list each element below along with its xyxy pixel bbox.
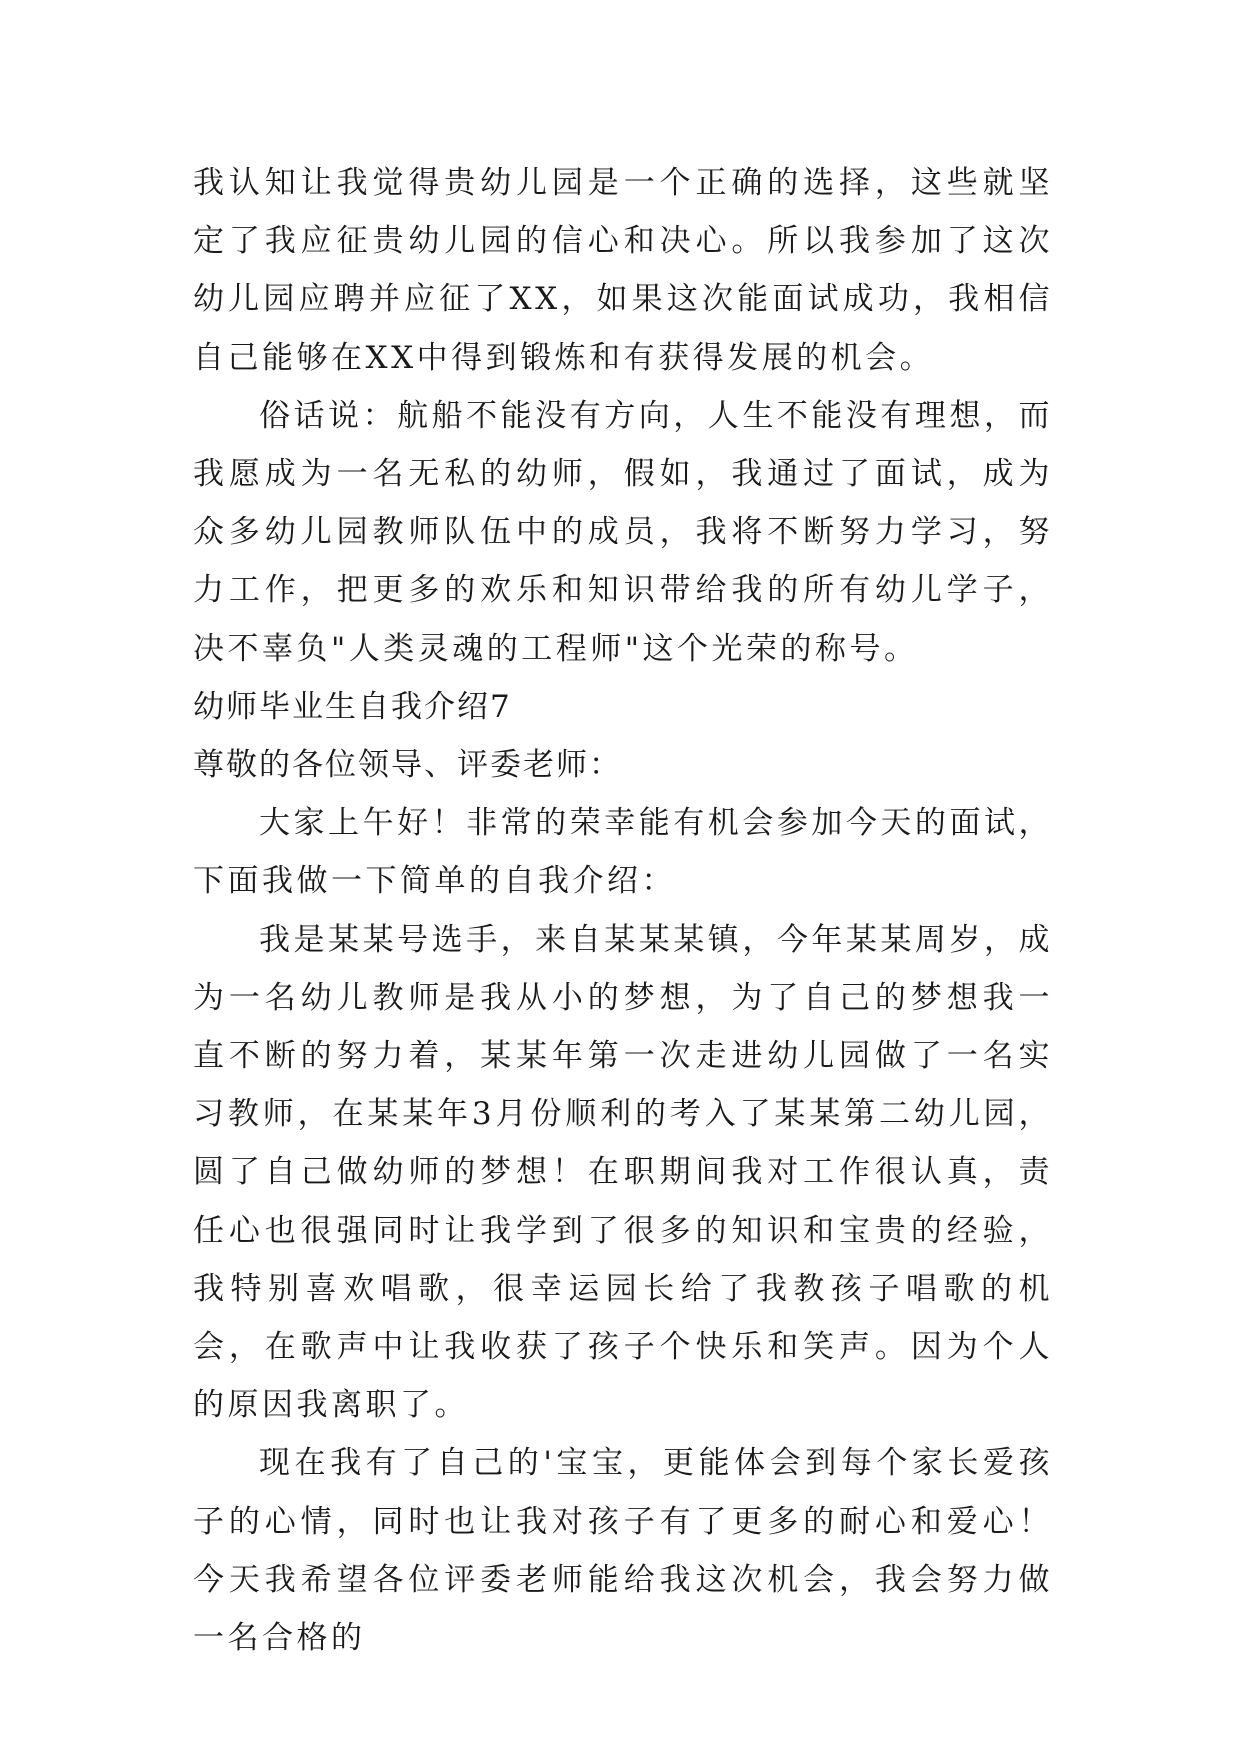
salutation: 尊敬的各位领导、评委老师： bbox=[193, 747, 622, 784]
paragraph-closing: 现在我有了自己的'宝宝，更能体会到每个家长爱孩子的心情，同时也让我对孩子有了更多的耐心和爱心！今天我希望各位评委老师能给我这次机会，我会努力做一名合格的 bbox=[193, 1445, 1053, 1657]
paragraph-greeting: 大家上午好！非常的荣幸能有机会参加今天的面试，下面我做一下简单的自我介绍： bbox=[193, 805, 1053, 900]
section-title: 幼师毕业生自我介绍7 bbox=[193, 688, 512, 725]
document-body bbox=[193, 154, 1053, 1667]
paragraph-intro: 我认知让我觉得贵幼儿园是一个正确的选择，这些就坚定了我应征贵幼儿园的信心和决心。所以我参加了这次幼儿园应聘并应征了XX，如果这次能面试成功，我相信自己能够在XX中得到锻炼和有获得发展的机会。 bbox=[193, 165, 1053, 376]
paragraph-self-intro: 我是某某号选手，来自某某某镇，今年某某周岁，成为一名幼儿教师是我从小的梦想，为了自己的梦想我一直不断的努力着，某某年第一次走进幼儿园做了一名实习教师，在某某年3月份顺利的考入了某某第二幼儿园，圆了自己做幼师的梦想！在职期间我对工作很认真，责任心也很强同时让我学到了很多的知识和宝贵的经验，我特别喜欢唱歌，很幸运园长给了我教孩子唱歌的机会，在歌声中让我收获了孩子个快乐和笑声。因为个人的原因我离职了。 bbox=[193, 921, 1053, 1424]
paragraph-ideal: 俗话说：航船不能没有方向，人生不能没有理想，而我愿成为一名无私的幼师，假如，我通过了面试，成为众多幼儿园教师队伍中的成员，我将不断努力学习，努力工作，把更多的欢乐和知识带给我的所有幼儿学子，决不辜负"人类灵魂的工程师"这个光荣的称号。 bbox=[193, 397, 1053, 667]
